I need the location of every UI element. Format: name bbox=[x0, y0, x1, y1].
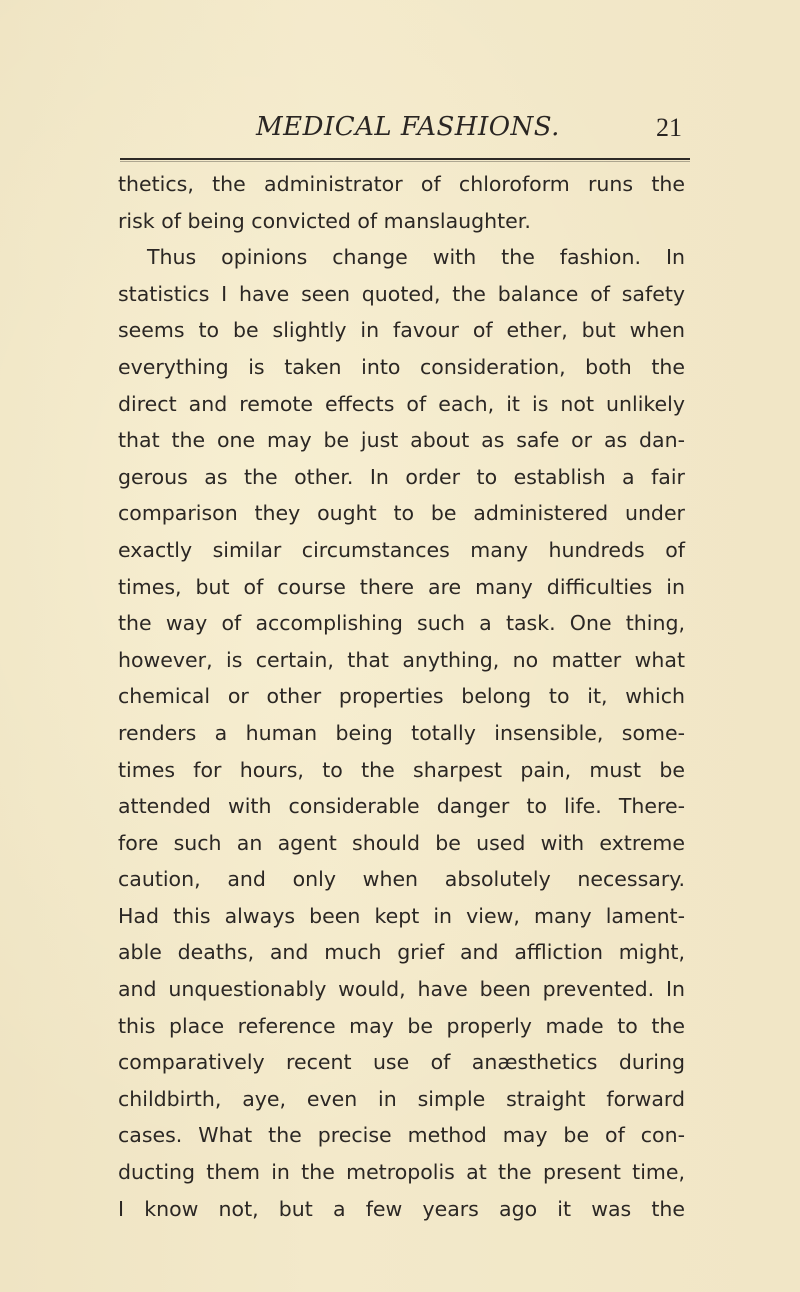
text-line: exactly similar circumstances many hundreds of bbox=[118, 537, 685, 562]
text-line: gerous as the other. In order to establish a fair bbox=[118, 464, 685, 489]
text-line: everything is taken into consideration, both the bbox=[118, 354, 685, 379]
text-line: fore such an agent should be used with extreme bbox=[118, 830, 685, 855]
text-line: times for hours, to the sharpest pain, must be bbox=[118, 757, 685, 782]
text-line: the way of accomplishing such a task. One thing, bbox=[118, 611, 685, 636]
text-line: comparison they ought to be administered under bbox=[118, 501, 685, 526]
page-number: 21 bbox=[656, 113, 682, 142]
text-line: seems to be slightly in favour of ether, but when bbox=[118, 318, 685, 343]
text-line: this place reference may be properly made to the bbox=[118, 1013, 685, 1038]
text-line: able deaths, and much grief and affliction might, bbox=[118, 940, 685, 965]
text-line: ducting them in the metropolis at the present time, bbox=[118, 1160, 685, 1185]
text-line: childbirth, aye, even in simple straight forward bbox=[118, 1086, 685, 1111]
page-header bbox=[0, 112, 800, 152]
paragraph-start-line: Thus opinions change with the fashion. In bbox=[147, 245, 685, 270]
text-line: renders a human being totally insensible, some- bbox=[118, 720, 685, 745]
text-line: comparatively recent use of anæsthetics during bbox=[118, 1050, 685, 1075]
header-rule bbox=[120, 158, 690, 160]
body-text bbox=[118, 166, 685, 1227]
text-line: that the one may be just about as safe or as dan- bbox=[118, 428, 685, 453]
header-rule-shadow bbox=[120, 161, 690, 162]
running-title: MEDICAL FASHIONS. bbox=[256, 112, 560, 142]
text-line: caution, and only when absolutely necessary. bbox=[118, 867, 685, 892]
text-line: however, is certain, that anything, no matter what bbox=[118, 647, 685, 672]
text-line: cases. What the precise method may be of con- bbox=[118, 1123, 685, 1148]
text-line: Had this always been kept in view, many lament- bbox=[118, 903, 685, 928]
text-line: attended with considerable danger to life. There- bbox=[118, 794, 685, 819]
text-line: statistics I have seen quoted, the balance of safety bbox=[118, 281, 685, 306]
text-line: thetics, the administrator of chloroform runs the bbox=[118, 172, 685, 196]
text-line: direct and remote effects of each, it is not unlikely bbox=[118, 391, 685, 416]
text-line: times, but of course there are many difficulties in bbox=[118, 574, 685, 599]
text-line: I know not, but a few years ago it was the bbox=[118, 1196, 685, 1221]
text-line: and unquestionably would, have been prevented. In bbox=[118, 977, 685, 1002]
text-line: chemical or other properties belong to it, which bbox=[118, 684, 685, 709]
text-line: risk of being convicted of manslaughter. bbox=[118, 208, 531, 233]
